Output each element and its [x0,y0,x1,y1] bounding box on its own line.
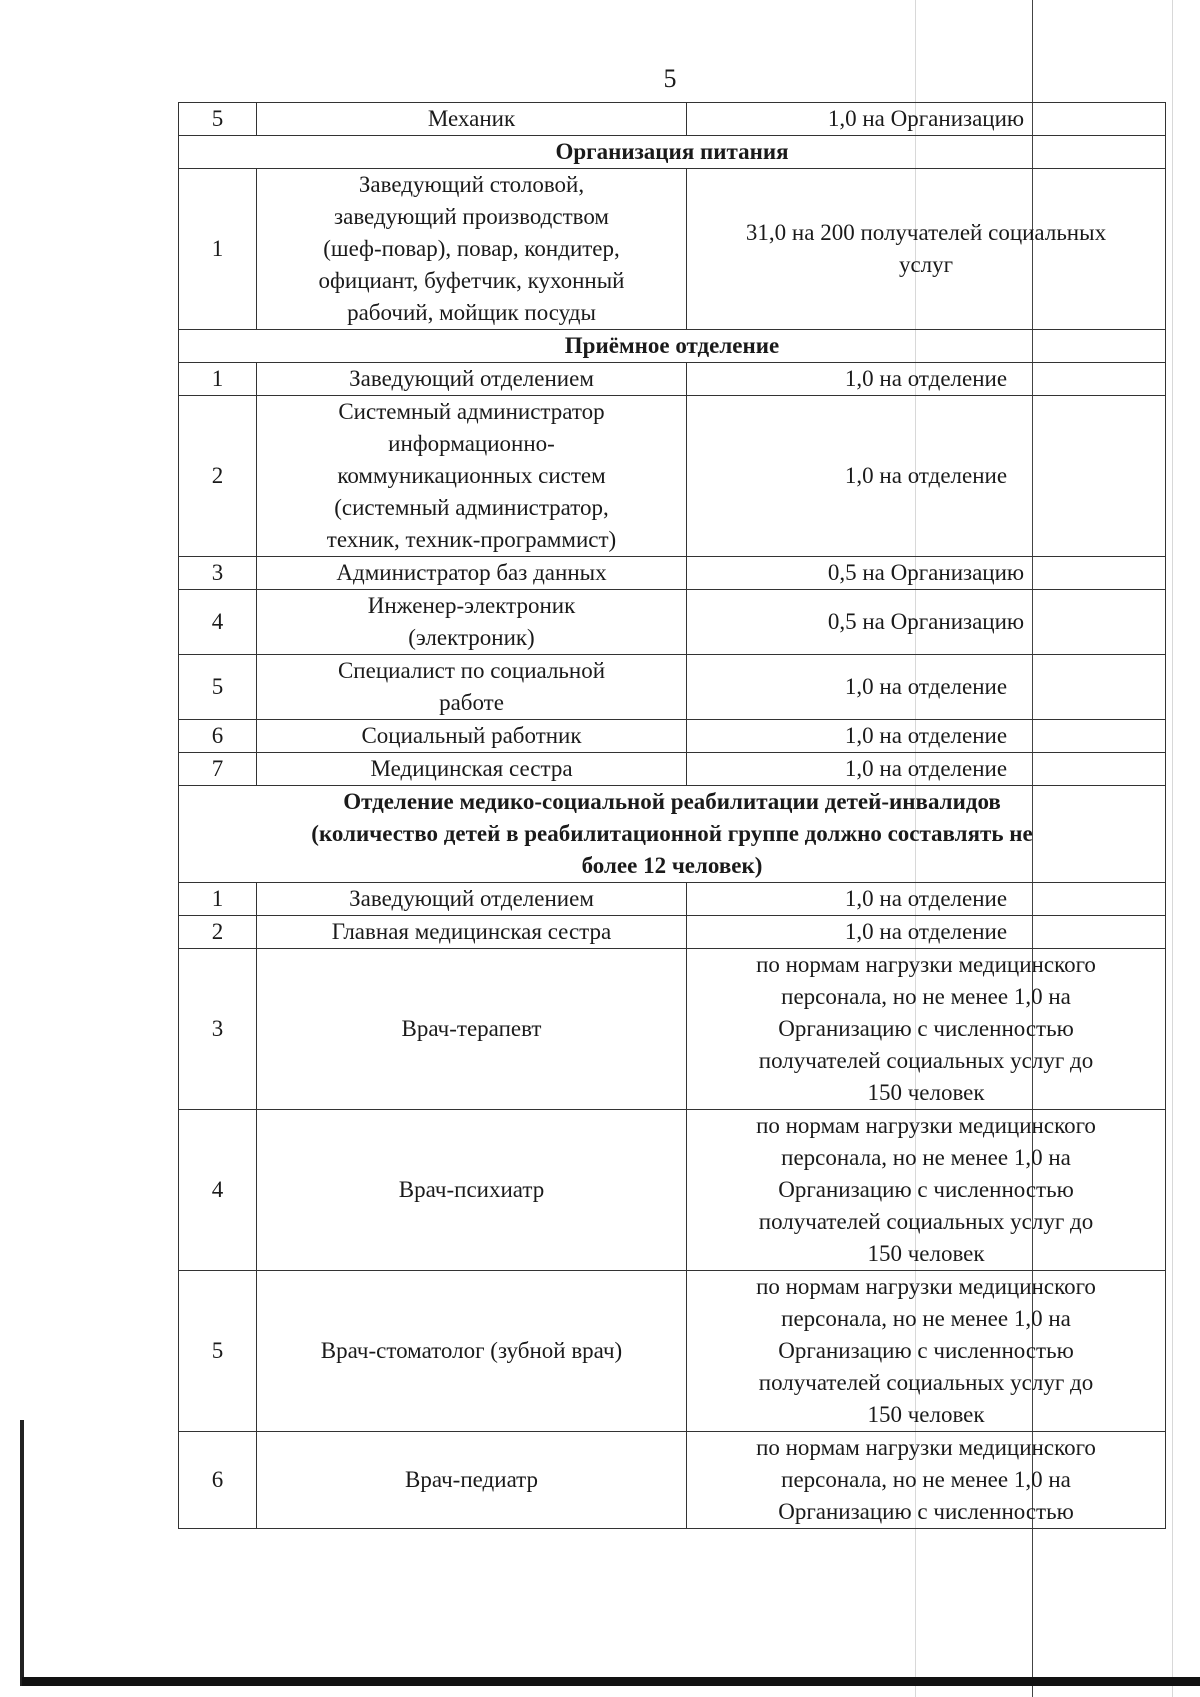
position-line: Медицинская сестра [370,756,573,781]
position-line: коммуникационных систем [337,463,606,488]
norm-cell [687,169,1166,330]
norm-line: 1,0 на отделение [844,366,1008,391]
position-line: техник, техник-программист) [326,527,617,552]
section-title [179,330,1166,363]
table-row [179,1110,1166,1271]
norm-line: по нормам нагрузки медицинского [756,1113,1096,1138]
section-title-line: Отделение медико-социальной реабилитации детей-инвалидов [343,789,1001,814]
table-row [179,590,1166,655]
position-cell [257,169,687,330]
position-cell [257,1271,687,1432]
scan-artifact-line [1172,0,1173,1697]
position-cell: Механик [257,103,687,136]
table-row [179,396,1166,557]
table-row [179,1432,1166,1529]
position-cell [257,1110,687,1271]
position-cell [257,655,687,720]
position-line: работе [439,690,504,715]
position-line: Врач-педиатр [404,1467,539,1492]
row-number: 4 [179,1110,257,1271]
norm-cell [687,1271,1166,1432]
position-cell [257,949,687,1110]
position-cell [257,396,687,557]
section-title-line: Организация питания [555,139,789,164]
position-cell [257,720,687,753]
table-row [179,363,1166,396]
norm-line: 0,5 на Организацию [827,560,1025,585]
position-cell [257,883,687,916]
position-line: Администратор баз данных [336,560,607,585]
norm-line: персонала, но не менее 1,0 на [781,984,1071,1009]
norm-line: персонала, но не менее 1,0 на [781,1467,1071,1492]
norm-line: Организацию с численностью [778,1016,1074,1041]
position-cell [257,590,687,655]
norm-cell [687,1110,1166,1271]
norm-line: 1,0 на отделение [844,463,1008,488]
position-line: (шеф-повар), повар, кондитер, [323,236,620,261]
norm-line: Организацию с численностью [778,1338,1074,1363]
table-row [179,169,1166,330]
section-title-line: Приёмное отделение [564,333,780,358]
norm-cell [687,396,1166,557]
row-number: 5 [179,103,257,136]
section-header-row [179,786,1166,883]
position-line: Системный администратор [338,399,605,424]
norm-line: 150 человек [867,1402,985,1427]
row-number: 5 [179,1271,257,1432]
position-line: Специалист по социальной [337,658,606,683]
position-line: рабочий, мойщик посуды [347,300,596,325]
row-number: 3 [179,949,257,1110]
row-number: 1 [179,169,257,330]
position-line: заведующий производством [334,204,609,229]
row-number: 1 [179,883,257,916]
position-line: Врач-психиатр [398,1177,545,1202]
position-line: Заведующий столовой, [358,172,585,197]
position-line: Заведующий отделением [349,886,594,911]
row-number: 6 [179,720,257,753]
norm-cell [687,753,1166,786]
position-line: Врач-стоматолог (зубной врач) [320,1338,623,1363]
section-title [179,786,1166,883]
norm-line: 31,0 на 200 получателей социальных [745,220,1107,245]
row-number: 2 [179,396,257,557]
table-row [179,883,1166,916]
norm-line: 1,0 на отделение [844,756,1008,781]
norm-cell [687,883,1166,916]
norm-line: по нормам нагрузки медицинского [756,1274,1096,1299]
scan-artifact-edge [20,1420,24,1686]
section-title-line: более 12 человек) [581,853,763,878]
position-line: официант, буфетчик, кухонный [318,268,625,293]
position-line: (электроник) [408,625,535,650]
position-cell [257,1432,687,1529]
position-line: Главная медицинская сестра [331,919,612,944]
position-cell [257,753,687,786]
staffing-table [178,102,1166,1529]
norm-line: персонала, но не менее 1,0 на [781,1145,1071,1170]
table-row [179,916,1166,949]
norm-line: 1,0 на отделение [844,674,1008,699]
norm-line: 150 человек [867,1080,985,1105]
norm-cell [687,949,1166,1110]
norm-cell [687,590,1166,655]
norm-line: персонала, но не менее 1,0 на [781,1306,1071,1331]
position-line: информационно- [388,431,555,456]
table-row [179,655,1166,720]
table-row [179,720,1166,753]
norm-line: 1,0 на отделение [844,919,1008,944]
table-row [179,753,1166,786]
row-number: 7 [179,753,257,786]
position-line: Социальный работник [361,723,582,748]
norm-cell [687,720,1166,753]
norm-cell [687,655,1166,720]
norm-line: 1,0 на отделение [844,886,1008,911]
norm-cell [687,916,1166,949]
section-title-line: (количество детей в реабилитационной группе должно составлять не [311,821,1033,846]
row-number: 4 [179,590,257,655]
norm-line: получателей социальных услуг до [758,1048,1094,1073]
table-row [179,1271,1166,1432]
norm-cell: 1,0 на Организацию [687,103,1166,136]
norm-line: услуг [898,252,954,277]
position-cell [257,916,687,949]
position-line: Врач-терапевт [401,1016,542,1041]
norm-cell [687,557,1166,590]
norm-line: 1,0 на отделение [844,723,1008,748]
table-row [179,103,1166,136]
norm-line: 0,5 на Организацию [827,609,1025,634]
norm-line: Организацию с численностью [778,1177,1074,1202]
row-number: 6 [179,1432,257,1529]
norm-line: получателей социальных услуг до [758,1370,1094,1395]
table-row [179,557,1166,590]
norm-cell [687,363,1166,396]
norm-line: по нормам нагрузки медицинского [756,952,1096,977]
row-number: 5 [179,655,257,720]
norm-cell [687,1432,1166,1529]
norm-line: получателей социальных услуг до [758,1209,1094,1234]
position-cell [257,557,687,590]
row-number: 1 [179,363,257,396]
scan-artifact-edge [22,1677,1200,1686]
page-number: 5 [663,64,677,93]
position-cell [257,363,687,396]
norm-line: по нормам нагрузки медицинского [756,1435,1096,1460]
norm-line: Организацию с численностью [778,1499,1074,1524]
position-line: Заведующий отделением [349,366,594,391]
norm-line: 150 человек [867,1241,985,1266]
table-row [179,949,1166,1110]
section-title [179,136,1166,169]
position-line: (системный администратор, [334,495,609,520]
row-number: 2 [179,916,257,949]
section-header-row [179,136,1166,169]
row-number: 3 [179,557,257,590]
section-header-row [179,330,1166,363]
position-line: Инженер-электроник [367,593,576,618]
